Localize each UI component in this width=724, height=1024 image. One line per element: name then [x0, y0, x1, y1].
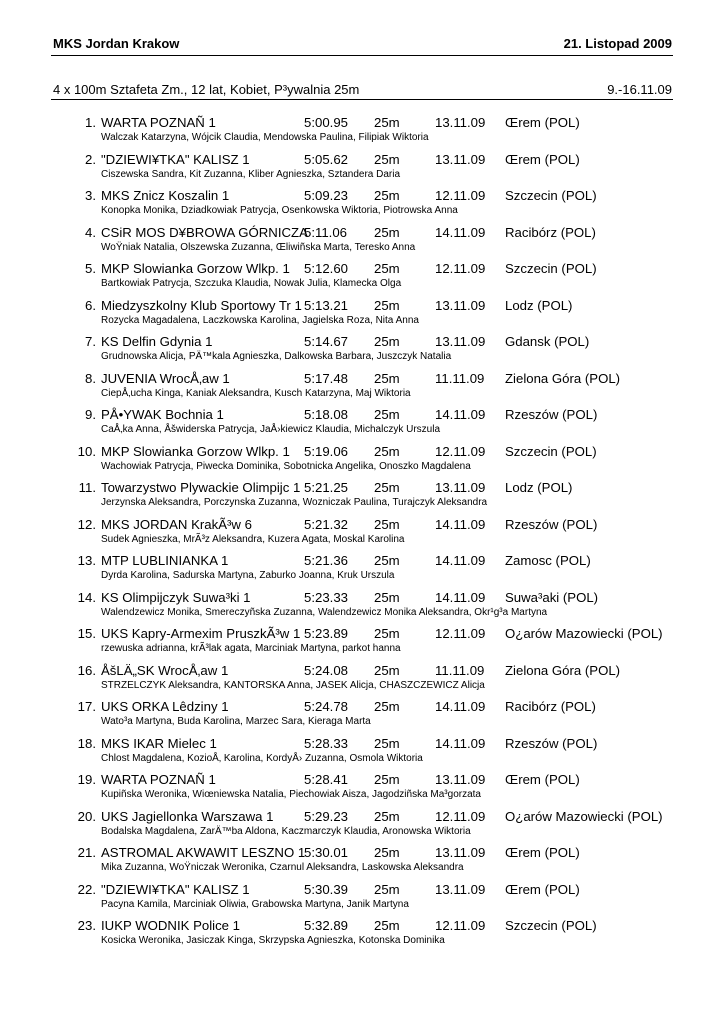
result-time: 5:17.48	[304, 370, 348, 386]
result-city: Zielona Góra (POL)	[505, 662, 621, 678]
result-line	[0, 260, 724, 278]
result-place: 10.	[77, 443, 96, 459]
result-time: 5:05.62	[304, 151, 348, 167]
result-place: 12.	[77, 516, 96, 532]
result-date: 14.11.09	[435, 516, 486, 532]
result-line	[0, 333, 724, 351]
result-date: 12.11.09	[435, 918, 486, 933]
result-line	[0, 662, 724, 680]
result-time: 5:11.06	[304, 224, 348, 240]
result-city: Œrem (POL)	[505, 881, 580, 897]
result-place: 2.	[85, 151, 96, 167]
result-swimmers: Ciszewska Sandra, Kit Zuzanna, Kliber Agnieszka, Sztandera Daria	[101, 168, 401, 180]
result-swimmers: Bodalska Magdalena, ZarÄ™ba Aldona, Kaczmarczyk Klaudia, Aronowska Wiktoria	[101, 825, 471, 837]
result-date: 11.11.09	[435, 370, 485, 386]
result-time: 5:23.89	[304, 626, 348, 641]
result-date: 12.11.09	[435, 808, 486, 824]
result-date: 12.11.09	[435, 188, 486, 203]
result-entry	[0, 625, 724, 662]
result-line	[0, 516, 724, 534]
result-swimmers: Jerzynska Aleksandra, Porczynska Zuzanna, Wozniczak Paulina, Turajczyk Aleksandra	[101, 497, 488, 508]
result-team: "DZIEWI¥TKA" KALISZ 1	[101, 881, 250, 897]
result-entry	[0, 881, 724, 918]
result-entry	[0, 406, 724, 443]
result-swimmers: Bartkowiak Patrycja, Szczuka Klaudia, Nowak Julia, Klamecka Olga	[101, 278, 402, 289]
result-line	[0, 698, 724, 716]
result-date: 13.11.09	[435, 480, 486, 495]
result-place: 8.	[85, 370, 96, 386]
result-entry	[0, 187, 724, 224]
result-swimmers: rzewuska adrianna, krÃ³lak agata, Marciniak Martyna, parkot hanna	[101, 643, 401, 654]
result-time: 5:30.01	[304, 845, 348, 860]
result-city: Zamosc (POL)	[505, 553, 591, 568]
result-place: 7.	[85, 334, 96, 349]
result-pool: 25m	[374, 589, 400, 605]
result-line	[0, 625, 724, 643]
result-entry	[0, 370, 724, 407]
result-place: 23.	[77, 918, 96, 933]
result-city: Œrem (POL)	[505, 845, 580, 860]
result-city: Szczecin (POL)	[505, 261, 597, 276]
result-city: Szczecin (POL)	[505, 918, 597, 933]
result-pool: 25m	[374, 735, 400, 751]
result-swimmers: Pacyna Kamila, Marciniak Oliwia, Grabowska Martyna, Janik Martyna	[101, 898, 409, 910]
event-header	[53, 80, 672, 98]
result-pool: 25m	[374, 407, 400, 422]
result-entry	[0, 479, 724, 516]
result-team: MKP Slowianka Gorzow Wlkp. 1	[101, 261, 290, 276]
result-team: PÅ•YWAK Bochnia 1	[101, 407, 224, 422]
result-city: Œrem (POL)	[505, 772, 580, 787]
result-time: 5:21.36	[304, 553, 348, 568]
result-entry	[0, 552, 724, 589]
result-team: MTP LUBLINIANKA 1	[101, 553, 229, 568]
result-entry	[0, 297, 724, 334]
result-pool: 25m	[374, 699, 400, 714]
result-pool: 25m	[374, 808, 400, 824]
report-date: 21. Listopad 2009	[563, 35, 672, 51]
result-pool: 25m	[374, 480, 400, 495]
result-swimmers: Wato³a Martyna, Buda Karolina, Marzec Sara, Kieraga Marta	[101, 716, 371, 727]
result-place: 3.	[85, 188, 96, 203]
result-date: 12.11.09	[435, 261, 486, 276]
result-date: 13.11.09	[435, 881, 486, 897]
result-date: 13.11.09	[435, 772, 486, 787]
result-pool: 25m	[374, 370, 400, 386]
result-place: 16.	[77, 662, 96, 678]
result-team: MKS JORDAN KrakÃ³w 6	[101, 516, 252, 532]
result-pool: 25m	[374, 516, 400, 532]
result-time: 5:00.95	[304, 115, 348, 130]
result-city: Racibórz (POL)	[505, 699, 596, 714]
result-team: KS Delfin Gdynia 1	[101, 334, 213, 349]
result-line	[0, 552, 724, 570]
result-swimmers: Dyrda Karolina, Sadurska Martyna, Zaburko Joanna, Kruk Urszula	[101, 570, 395, 581]
result-place: 9.	[85, 407, 96, 422]
result-date: 13.11.09	[435, 297, 486, 313]
result-place: 4.	[85, 224, 96, 240]
result-swimmers: Walczak Katarzyna, Wójcik Claudia, Mendowska Paulina, Filipiak Wiktoria	[101, 132, 429, 143]
result-team: WARTA POZNAÑ 1	[101, 772, 216, 787]
result-line	[0, 479, 724, 497]
result-pool: 25m	[374, 261, 400, 276]
result-place: 11.	[78, 480, 96, 495]
result-date: 13.11.09	[435, 151, 486, 167]
result-entry	[0, 333, 724, 370]
result-team: MKS IKAR Mielec 1	[101, 735, 217, 751]
result-line	[0, 808, 724, 826]
result-date: 14.11.09	[435, 224, 486, 240]
result-entry	[0, 698, 724, 735]
result-entry	[0, 844, 724, 881]
result-line	[0, 735, 724, 753]
result-place: 13.	[77, 553, 96, 568]
result-city: Œrem (POL)	[505, 115, 580, 130]
event-date-range: 9.-16.11.09	[607, 81, 672, 97]
result-date: 14.11.09	[435, 589, 486, 605]
result-line	[0, 589, 724, 607]
result-place: 14.	[77, 589, 96, 605]
result-swimmers: Rozycka Magadalena, Laczkowska Karolina, Jagielska Roza, Nita Anna	[101, 314, 419, 326]
result-team: UKS ORKA Lêdziny 1	[101, 699, 229, 714]
result-place: 6.	[85, 297, 96, 313]
result-line	[0, 844, 724, 862]
result-city: O¿arów Mazowiecki (POL)	[505, 808, 663, 824]
result-place: 17.	[77, 699, 96, 714]
result-swimmers: STRZELCZYK Aleksandra, KANTORSKA Anna, JASEK Alicja, CHASZCZEWICZ Alicja	[101, 679, 485, 691]
result-entry	[0, 114, 724, 151]
result-entry	[0, 443, 724, 480]
result-pool: 25m	[374, 188, 400, 203]
result-place: 1.	[85, 115, 96, 130]
result-pool: 25m	[374, 297, 400, 313]
result-time: 5:18.08	[304, 407, 348, 422]
header-divider	[51, 55, 673, 56]
result-line	[0, 881, 724, 899]
result-time: 5:19.06	[304, 443, 348, 459]
result-team: IUKP WODNIK Police 1	[101, 918, 240, 933]
result-team: MKS Znicz Koszalin 1	[101, 188, 230, 203]
result-city: Rzeszów (POL)	[505, 735, 598, 751]
result-place: 5.	[85, 261, 96, 276]
result-pool: 25m	[374, 443, 400, 459]
result-city: Zielona Góra (POL)	[505, 370, 621, 386]
result-time: 5:12.60	[304, 261, 348, 276]
result-team: JUVENIA WrocÅ‚aw 1	[101, 370, 230, 386]
result-time: 5:23.33	[304, 589, 348, 605]
result-line	[0, 297, 724, 315]
result-swimmers: Kosicka Weronika, Jasiczak Kinga, Skrzypska Agnieszka, Kotonska Dominika	[101, 935, 445, 946]
result-entry	[0, 771, 724, 808]
result-city: O¿arów Mazowiecki (POL)	[505, 626, 663, 641]
result-team: "DZIEWI¥TKA" KALISZ 1	[101, 151, 250, 167]
result-team: UKS Kapry-Armexim PruszkÃ³w 1	[101, 626, 301, 641]
result-line	[0, 114, 724, 132]
result-city: Gdansk (POL)	[505, 334, 590, 349]
result-entry	[0, 516, 724, 553]
result-date: 14.11.09	[435, 699, 486, 714]
result-line	[0, 151, 724, 169]
result-line	[0, 406, 724, 424]
result-time: 5:24.08	[304, 662, 348, 678]
result-entry	[0, 735, 724, 772]
event-divider	[51, 99, 673, 100]
result-time: 5:30.39	[304, 881, 348, 897]
result-date: 11.11.09	[435, 662, 485, 678]
result-swimmers: Wachowiak Patrycja, Piwecka Dominika, Sobotnicka Angelika, Onoszko Magdalena	[101, 460, 471, 472]
result-line	[0, 224, 724, 242]
result-city: Lodz (POL)	[505, 297, 573, 313]
result-time: 5:28.33	[304, 735, 348, 751]
result-pool: 25m	[374, 662, 400, 678]
result-time: 5:14.67	[304, 334, 348, 349]
result-swimmers: WoŸniak Natalia, Olszewska Zuzanna, Œliwiñska Marta, Teresko Anna	[101, 241, 416, 253]
result-time: 5:24.78	[304, 699, 348, 714]
result-time: 5:28.41	[304, 772, 348, 787]
result-date: 14.11.09	[435, 407, 486, 422]
result-pool: 25m	[374, 115, 400, 130]
result-city: Rzeszów (POL)	[505, 516, 598, 532]
result-city: Rzeszów (POL)	[505, 407, 598, 422]
result-swimmers: CaÅ‚ka Anna, Åšwiderska Patrycja, JaÅ›kiewicz Klaudia, Michalczyk Urszula	[101, 424, 441, 435]
result-swimmers: Mika Zuzanna, WoŸniczak Weronika, Czarnul Aleksandra, Laskowska Aleksandra	[101, 862, 464, 873]
result-team: Towarzystwo Plywackie Olimpijc 1	[101, 480, 301, 495]
result-entry	[0, 224, 724, 261]
result-swimmers: Kupiñska Weronika, Wiœniewska Natalia, Piechowiak Aisza, Jagodziñska Ma³gorzata	[101, 789, 481, 800]
result-city: Szczecin (POL)	[505, 188, 597, 203]
result-pool: 25m	[374, 881, 400, 897]
result-entry	[0, 589, 724, 626]
result-time: 5:09.23	[304, 188, 348, 203]
result-team: ASTROMAL AKWAWIT LESZNO 1	[101, 845, 306, 860]
result-date: 14.11.09	[435, 553, 486, 568]
result-team: MKP Slowianka Gorzow Wlkp. 1	[101, 443, 290, 459]
result-swimmers: Grudnowska Alicja, PÄ™kala Agnieszka, Dalkowska Barbara, Juszczyk Natalia	[101, 351, 452, 362]
result-line	[0, 771, 724, 789]
results-list	[0, 114, 724, 954]
result-place: 21.	[77, 845, 96, 860]
result-date: 13.11.09	[435, 334, 486, 349]
result-time: 5:21.32	[304, 516, 348, 532]
result-entry	[0, 662, 724, 699]
result-entry	[0, 808, 724, 845]
result-pool: 25m	[374, 772, 400, 787]
result-line	[0, 443, 724, 461]
result-city: Szczecin (POL)	[505, 443, 597, 459]
result-time: 5:21.25	[304, 480, 348, 495]
result-entry	[0, 151, 724, 188]
result-city: Lodz (POL)	[505, 480, 573, 495]
result-pool: 25m	[374, 918, 400, 933]
result-team: UKS Jagiellonka Warszawa 1	[101, 808, 274, 824]
result-pool: 25m	[374, 845, 400, 860]
result-time: 5:32.89	[304, 918, 348, 933]
result-swimmers: Konopka Monika, Dziadkowiak Patrycja, Osenkowska Wiktoria, Piotrowska Anna	[101, 205, 458, 216]
result-place: 19.	[77, 772, 96, 787]
result-swimmers: CiepÅ‚ucha Kinga, Kaniak Aleksandra, Kusch Katarzyna, Maj Wiktoria	[101, 387, 411, 399]
result-team: Miedzyszkolny Klub Sportowy Tr 1	[101, 297, 302, 313]
result-swimmers: Sudek Agnieszka, MrÃ³z Aleksandra, Kuzera Agata, Moskal Karolina	[101, 533, 405, 545]
result-team: WARTA POZNAÑ 1	[101, 115, 216, 130]
result-date: 13.11.09	[435, 115, 486, 130]
result-entry	[0, 260, 724, 297]
result-city: Suwa³aki (POL)	[505, 589, 599, 605]
result-line	[0, 187, 724, 205]
result-city: Racibórz (POL)	[505, 224, 596, 240]
page-header	[53, 33, 672, 53]
result-team: KS Olimpijczyk Suwa³ki 1	[101, 589, 251, 605]
result-pool: 25m	[374, 553, 400, 568]
result-pool: 25m	[374, 334, 400, 349]
result-swimmers: Walendzewicz Monika, Smereczyñska Zuzanna, Walendzewicz Monika Aleksandra, Okr¹g³a Martyna	[101, 606, 548, 618]
event-title: 4 x 100m Sztafeta Zm., 12 lat, Kobiet, P³ywalnia 25m	[53, 81, 360, 97]
result-city: Œrem (POL)	[505, 151, 580, 167]
result-team: CSiR MOS D¥BROWA GÓRNICZA	[101, 224, 308, 240]
result-place: 15.	[77, 626, 96, 641]
result-place: 22.	[77, 881, 96, 897]
result-date: 12.11.09	[435, 443, 486, 459]
result-team: ÅšLÄ„SK WrocÅ‚aw 1	[101, 662, 229, 678]
club-name: MKS Jordan Krakow	[53, 35, 180, 51]
result-line	[0, 917, 724, 935]
result-date: 13.11.09	[435, 845, 486, 860]
result-place: 20.	[77, 808, 96, 824]
result-time: 5:29.23	[304, 808, 348, 824]
result-time: 5:13.21	[304, 297, 348, 313]
result-pool: 25m	[374, 224, 400, 240]
result-line	[0, 370, 724, 388]
result-pool: 25m	[374, 626, 400, 641]
result-pool: 25m	[374, 151, 400, 167]
result-entry	[0, 917, 724, 954]
result-swimmers: Chlost Magdalena, KozioÅ‚ Karolina, KordyÅ› Zuzanna, Osmola Wiktoria	[101, 752, 423, 764]
result-date: 12.11.09	[435, 626, 486, 641]
result-place: 18.	[77, 735, 96, 751]
result-date: 14.11.09	[435, 735, 486, 751]
